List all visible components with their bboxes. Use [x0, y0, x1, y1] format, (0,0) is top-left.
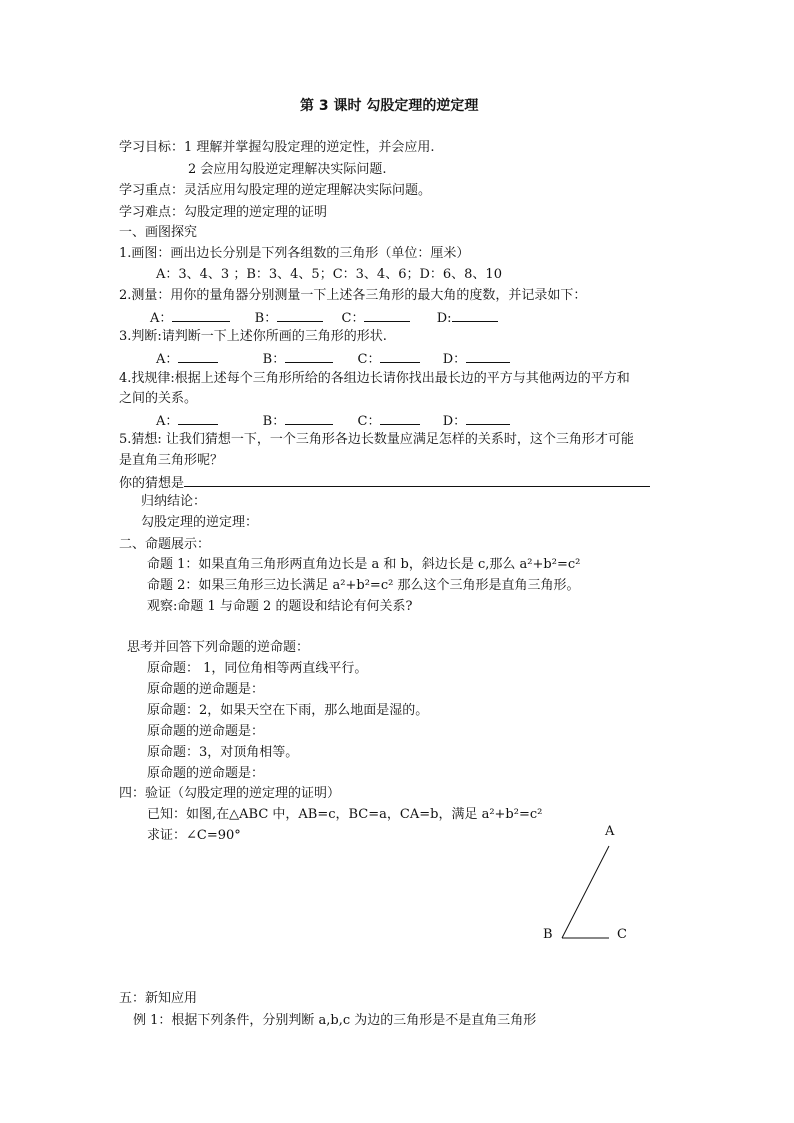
guess-label: 你的猜想是 [119, 476, 185, 491]
blank-label-d: D： [442, 414, 467, 429]
vertex-label-c: C [617, 927, 627, 942]
answer-blank-c[interactable] [364, 308, 410, 322]
blank-label-a: A： [156, 352, 179, 367]
answer-blank-d[interactable] [466, 411, 510, 425]
question-4-blanks [156, 411, 510, 431]
goals-label: 学习目标： [119, 140, 185, 155]
page-title: 第 3 课时 勾股定理的逆定理 [300, 98, 479, 114]
question-1-options: A：3、4、3 ；B：3、4、5；C：3、4、6；D：6、8、10 [156, 267, 502, 282]
question-1: 1.画图：画出边长分别是下列各组数的三角形（单位：厘米） [119, 246, 470, 261]
blank-label-c: C： [357, 352, 381, 367]
question-3: 3.判断:请判断一下上述你所画的三角形的形状. [119, 329, 387, 344]
converse-proposition-2: 原命题的逆命题是： [147, 724, 265, 739]
section-1-heading: 一、画图探究 [119, 225, 198, 240]
answer-blank-b[interactable] [285, 349, 333, 363]
question-5-line-1: 5.猜想: 让我们猜想一下，一个三角形各边长数量应满足怎样的关系时，这个三角形才可能 [119, 432, 634, 447]
summary-label: 归纳结论： [141, 494, 207, 509]
answer-blank-d[interactable] [452, 308, 498, 322]
answer-blank-d[interactable] [466, 349, 510, 363]
answer-blank-b[interactable] [277, 308, 323, 322]
question-3-blanks [156, 349, 510, 369]
learning-focus: 学习重点：灵活应用勾股定理的逆定理解决实际问题。 [119, 183, 432, 198]
question-2-blanks [150, 308, 498, 328]
converse-theorem-label: 勾股定理的逆定理： [141, 515, 259, 530]
observation-question: 观察:命题 1 与命题 2 的题设和结论有何关系? [147, 599, 413, 614]
section-4-heading: 四：验证（勾股定理的逆定理的证明） [119, 786, 341, 801]
blank-label-b: B： [254, 311, 278, 326]
converse-proposition-3: 原命题的逆命题是： [147, 766, 265, 781]
blank-label-c: C： [357, 414, 381, 429]
proposition-2: 命题 2：如果三角形三边长满足 a²+b²=c² 那么这个三角形是直角三角形。 [147, 578, 580, 593]
vertex-label-a: A [605, 824, 615, 839]
question-2: 2.测量：用你的量角器分别测量一下上述各三角形的最大角的度数，并记录如下： [119, 288, 587, 303]
blank-label-a: A： [156, 414, 179, 429]
answer-blank-a[interactable] [178, 349, 218, 363]
vertex-label-b: B [543, 927, 553, 942]
goal-item-1: 1 理解并掌握勾股定理的逆定性，并会应用. [184, 140, 435, 155]
think-heading: 思考并回答下列命题的逆命题： [127, 640, 310, 655]
learning-goals [119, 139, 435, 157]
blank-label-b: B： [262, 352, 286, 367]
original-proposition-2: 原命题：2，如果天空在下雨，那么地面是湿的。 [147, 703, 429, 718]
prove-statement: 求证：∠C=90° [147, 828, 241, 843]
answer-blank-c[interactable] [380, 349, 420, 363]
triangle-figure [535, 815, 635, 950]
goal-item-2: 2 会应用勾股逆定理解决实际问题. [188, 162, 387, 177]
guess-answer-line[interactable] [184, 473, 650, 487]
guess-row [119, 473, 650, 493]
original-proposition-1: 原命题： 1，同位角相等两直线平行。 [147, 661, 368, 676]
blank-label-d: D： [442, 352, 467, 367]
example-1: 例 1：根据下列条件，分别判断 a,b,c 为边的三角形是不是直角三角形 [133, 1013, 537, 1028]
blank-label-b: B： [262, 414, 286, 429]
blank-label-a: A： [150, 311, 173, 326]
blank-label-d: D: [436, 311, 452, 326]
learning-difficulty: 学习难点：勾股定理的逆定理的证明 [119, 205, 328, 220]
question-4-line-1: 4.找规律:根据上述每个三角形所给的各组边长请你找出最长边的平方与其他两边的平方和 [119, 371, 630, 386]
converse-proposition-1: 原命题的逆命题是： [147, 682, 265, 697]
answer-blank-b[interactable] [285, 411, 333, 425]
answer-blank-c[interactable] [380, 411, 420, 425]
blank-label-c: C： [341, 311, 365, 326]
segment-ab [562, 846, 609, 938]
answer-blank-a[interactable] [172, 308, 230, 322]
proposition-1: 命题 1：如果直角三角形两直角边长是 a 和 b，斜边长是 c,那么 a²+b²=c² [147, 557, 581, 572]
question-5-line-2: 是直角三角形呢？ [119, 453, 224, 468]
original-proposition-3: 原命题：3，对顶角相等。 [147, 745, 299, 760]
answer-blank-a[interactable] [178, 411, 218, 425]
given-statement: 已知：如图,在△ABC 中，AB=c，BC=a，CA=b，满足 a²+b²=c² [147, 807, 543, 822]
section-2-heading: 二、命题展示： [119, 537, 211, 552]
section-5-heading: 五：新知应用 [119, 991, 198, 1006]
question-4-line-2: 之间的关系。 [119, 391, 198, 406]
